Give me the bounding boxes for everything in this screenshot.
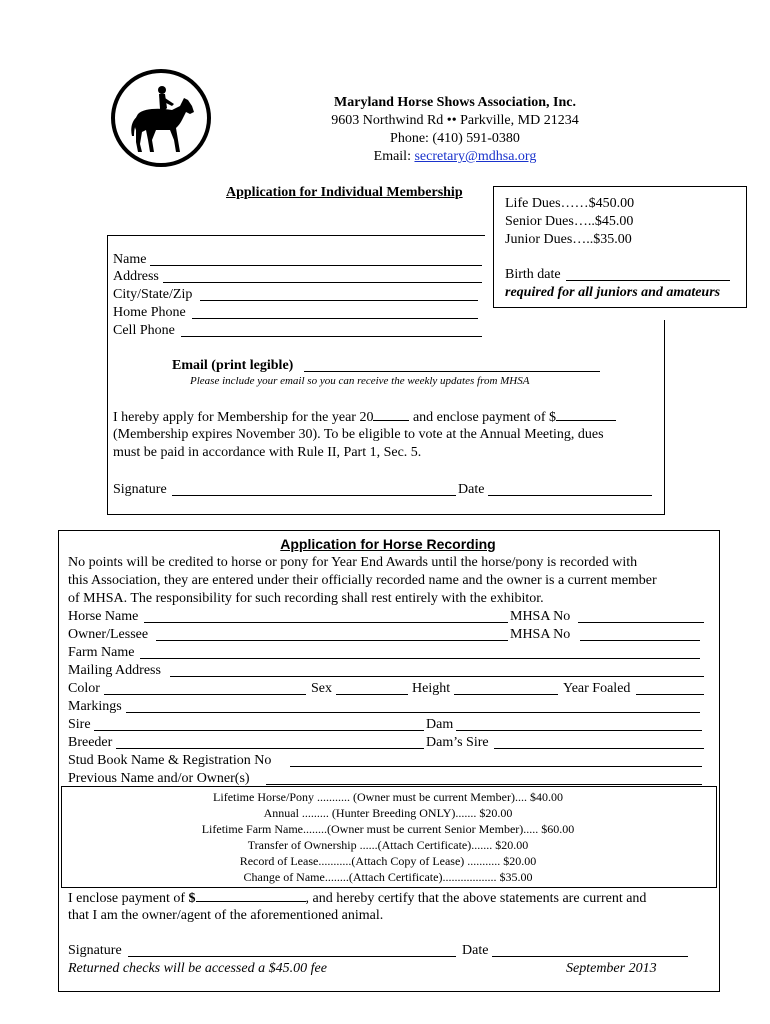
fee-lifetime-farm: Lifetime Farm Name........(Owner must be current Senior Member)..... $60.00 bbox=[201, 822, 575, 836]
breeder-field[interactable] bbox=[116, 748, 424, 749]
horse-payment-field[interactable] bbox=[196, 889, 306, 902]
mhsa-no-label-1: MHSA No bbox=[510, 609, 571, 624]
previous-name-field[interactable] bbox=[266, 784, 702, 785]
enclose-text: I enclose payment of bbox=[68, 891, 189, 906]
membership-title: Application for Individual Membership bbox=[226, 185, 463, 200]
cell-phone-label: Cell Phone bbox=[113, 323, 175, 338]
mhsa-no-field-1[interactable] bbox=[578, 622, 704, 623]
year-field[interactable] bbox=[373, 408, 409, 421]
org-address: 9603 Northwind Rd •• Parkville, MD 21234 bbox=[331, 113, 579, 128]
name-field[interactable] bbox=[150, 265, 482, 266]
farm-name-field[interactable] bbox=[140, 658, 700, 659]
stud-book-label: Stud Book Name & Registration No bbox=[68, 753, 272, 768]
owner-lessee-label: Owner/Lessee bbox=[68, 627, 149, 642]
member-signature-field[interactable] bbox=[172, 495, 456, 496]
dam-label: Dam bbox=[426, 717, 454, 732]
birth-date-field[interactable] bbox=[566, 280, 730, 281]
cell-phone-field[interactable] bbox=[181, 336, 482, 337]
markings-label: Markings bbox=[68, 699, 122, 714]
horse-intro-2: this Association, they are entered under their officially recorded name and the owner is a current member bbox=[68, 573, 657, 588]
org-name: Maryland Horse Shows Association, Inc. bbox=[334, 95, 576, 110]
birth-date-note: required for all juniors and amateurs bbox=[505, 285, 721, 300]
mhsa-no-label-2: MHSA No bbox=[510, 627, 571, 642]
org-email-row bbox=[270, 148, 640, 166]
horse-signature-label: Signature bbox=[68, 943, 122, 958]
breeder-label: Breeder bbox=[68, 735, 113, 750]
dams-sire-field[interactable] bbox=[494, 748, 704, 749]
apply-line-3: must be paid in accordance with Rule II, Part 1, Sec. 5. bbox=[113, 445, 422, 460]
enclose-line-1 bbox=[68, 889, 646, 908]
farm-name-label: Farm Name bbox=[68, 645, 135, 660]
junior-dues: Junior Dues…..$35.00 bbox=[505, 232, 632, 247]
form-revision-date: September 2013 bbox=[566, 961, 657, 976]
returned-checks-note: Returned checks will be accessed a $45.00 fee bbox=[68, 961, 327, 976]
org-phone: Phone: (410) 591-0380 bbox=[390, 131, 520, 146]
mhsa-no-field-2[interactable] bbox=[580, 640, 700, 641]
dams-sire-label: Dam’s Sire bbox=[426, 735, 489, 750]
apply-line-2: (Membership expires November 30). To be eligible to vote at the Annual Meeting, dues bbox=[113, 427, 604, 442]
certify-text: , and hereby certify that the above statements are current and bbox=[305, 891, 647, 906]
horse-rider-icon bbox=[110, 68, 212, 168]
member-date-field[interactable] bbox=[488, 495, 652, 496]
horse-name-field[interactable] bbox=[144, 622, 508, 623]
enclose-line-2: that I am the owner/agent of the aforementioned animal. bbox=[68, 908, 384, 923]
dollar-sign: $ bbox=[188, 891, 196, 906]
home-phone-field[interactable] bbox=[192, 318, 478, 319]
sex-field[interactable] bbox=[336, 694, 408, 695]
senior-dues: Senior Dues…..$45.00 bbox=[505, 214, 634, 229]
member-email-field[interactable] bbox=[304, 371, 600, 372]
fee-change-name: Change of Name........(Attach Certificate).................. $35.00 bbox=[243, 870, 533, 884]
sire-field[interactable] bbox=[94, 730, 424, 731]
horse-name-label: Horse Name bbox=[68, 609, 139, 624]
year-foaled-label: Year Foaled bbox=[563, 681, 631, 696]
apply-year-text: I hereby apply for Membership for the year 20 bbox=[113, 410, 374, 425]
color-label: Color bbox=[68, 681, 100, 696]
horse-title: Application for Horse Recording bbox=[280, 536, 496, 552]
horse-intro-3: of MHSA. The responsibility for such recording shall rest entirely with the exhibitor. bbox=[68, 591, 544, 606]
apply-payment-text: and enclose payment of $ bbox=[409, 410, 557, 425]
mhsa-logo bbox=[110, 68, 212, 168]
horse-signature-field[interactable] bbox=[128, 956, 456, 957]
fee-annual: Annual ......... (Hunter Breeding ONLY)....... $20.00 bbox=[263, 806, 513, 820]
email-note: Please include your email so you can receive the weekly updates from MHSA bbox=[190, 375, 530, 387]
color-field[interactable] bbox=[104, 694, 306, 695]
member-signature-label: Signature bbox=[113, 482, 167, 497]
email-print-label: Email (print legible) bbox=[172, 358, 294, 373]
payment-field[interactable] bbox=[556, 408, 616, 421]
address-field[interactable] bbox=[163, 282, 482, 283]
previous-name-label: Previous Name and/or Owner(s) bbox=[68, 771, 250, 786]
stud-book-field[interactable] bbox=[290, 766, 702, 767]
name-label: Name bbox=[113, 252, 147, 267]
horse-intro-1: No points will be credited to horse or pony for Year End Awards until the horse/pony is recorded with bbox=[68, 555, 638, 570]
fee-transfer-ownership: Transfer of Ownership ......(Attach Certificate)....... $20.00 bbox=[247, 838, 529, 852]
city-state-zip-label: City/State/Zip bbox=[113, 287, 193, 302]
life-dues: Life Dues……$450.00 bbox=[505, 196, 635, 211]
height-field[interactable] bbox=[454, 694, 558, 695]
email-label: Email: bbox=[373, 149, 415, 164]
sex-label: Sex bbox=[311, 681, 332, 696]
horse-date-label: Date bbox=[462, 943, 489, 958]
home-phone-label: Home Phone bbox=[113, 305, 186, 320]
owner-lessee-field[interactable] bbox=[156, 640, 508, 641]
city-state-zip-field[interactable] bbox=[200, 300, 478, 301]
sire-label: Sire bbox=[68, 717, 91, 732]
address-label: Address bbox=[113, 269, 159, 284]
email-link[interactable]: secretary@mdhsa.org bbox=[414, 149, 537, 164]
markings-field[interactable] bbox=[126, 712, 700, 713]
birth-date-label: Birth date bbox=[505, 267, 561, 282]
horse-date-field[interactable] bbox=[492, 956, 688, 957]
dam-field[interactable] bbox=[456, 730, 702, 731]
fee-lifetime-horse: Lifetime Horse/Pony ........... (Owner must be current Member).... $40.00 bbox=[213, 790, 563, 804]
year-foaled-field[interactable] bbox=[636, 694, 704, 695]
mailing-address-label: Mailing Address bbox=[68, 663, 161, 678]
mailing-address-field[interactable] bbox=[170, 676, 704, 677]
fee-record-lease: Record of Lease...........(Attach Copy of Lease) ........... $20.00 bbox=[239, 854, 537, 868]
member-date-label: Date bbox=[458, 482, 485, 497]
apply-line-1 bbox=[113, 408, 616, 427]
height-label: Height bbox=[412, 681, 451, 696]
